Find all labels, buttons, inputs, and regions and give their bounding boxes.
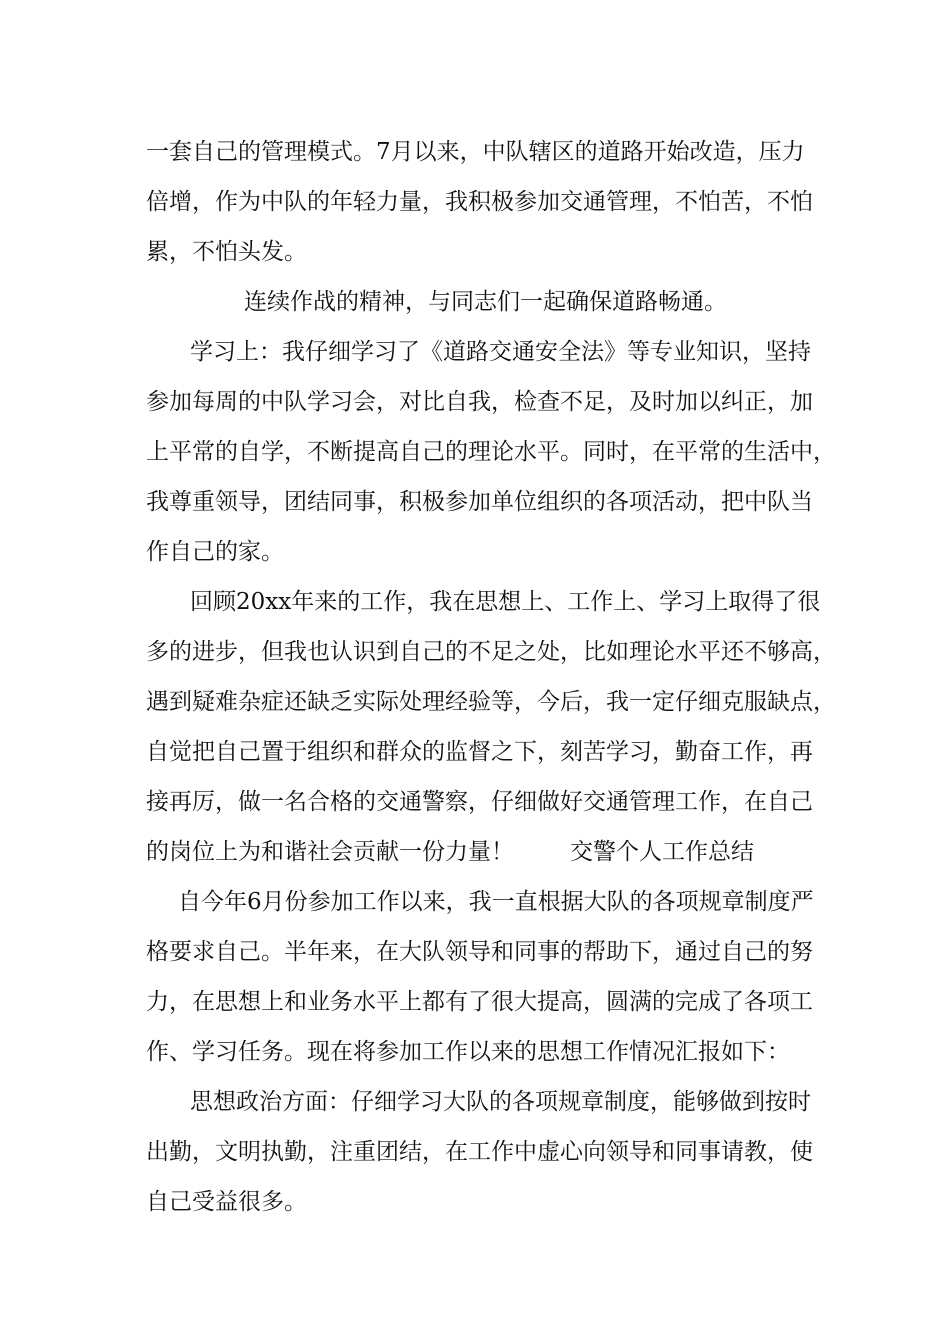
text-line: 回顾20xx年来的工作，我在思想上、工作上、学习上取得了很 xyxy=(190,589,821,615)
text-line: 一套自己的管理模式。7月以来，中队辖区的道路开始改造，压力 xyxy=(146,139,805,165)
text-line: 力，在思想上和业务水平上都有了很大提高，圆满的完成了各项工 xyxy=(146,989,813,1015)
text-line: 我尊重领导，团结同事，积极参加单位组织的各项活动，把中队当 xyxy=(146,489,813,515)
text-line: 参加每周的中队学习会，对比自我，检查不足，及时加以纠正，加 xyxy=(146,389,813,415)
text-line: 出勤，文明执勤，注重团结，在工作中虚心向领导和同事请教，使 xyxy=(146,1139,813,1165)
text-line: 上平常的自学，不断提高自己的理论水平。同时，在平常的生活中， xyxy=(146,439,836,465)
section-title: 交警个人工作总结 xyxy=(570,839,754,865)
text-line: 学习上：我仔细学习了《道路交通安全法》等专业知识，坚持 xyxy=(190,339,811,365)
text-line: 累，不怕头发。 xyxy=(146,239,307,265)
text-line: 作自己的家。 xyxy=(146,539,284,565)
text-line: 思想政治方面：仔细学习大队的各项规章制度，能够做到按时 xyxy=(190,1089,811,1115)
text-line: 遇到疑难杂症还缺乏实际处理经验等，今后，我一定仔细克服缺点， xyxy=(146,689,836,715)
text-line: 的岗位上为和谐社会贡献一份力量！ xyxy=(146,839,514,865)
text-line: 自今年6月份参加工作以来，我一直根据大队的各项规章制度严 xyxy=(178,889,814,915)
text-line: 自己受益很多。 xyxy=(146,1189,307,1215)
text-line: 接再厉，做一名合格的交通警察，仔细做好交通管理工作，在自己 xyxy=(146,789,813,815)
text-line: 自觉把自己置于组织和群众的监督之下，刻苦学习，勤奋工作，再 xyxy=(146,739,813,765)
text-line: 格要求自己。半年来，在大队领导和同事的帮助下，通过自己的努 xyxy=(146,939,813,965)
text-line: 连续作战的精神，与同志们一起确保道路畅通。 xyxy=(244,289,727,315)
text-line: 多的进步，但我也认识到自己的不足之处，比如理论水平还不够高， xyxy=(146,639,836,665)
text-line: 倍增，作为中队的年轻力量，我积极参加交通管理，不怕苦，不怕 xyxy=(146,189,813,215)
text-line: 作、学习任务。现在将参加工作以来的思想工作情况汇报如下： xyxy=(146,1039,790,1065)
